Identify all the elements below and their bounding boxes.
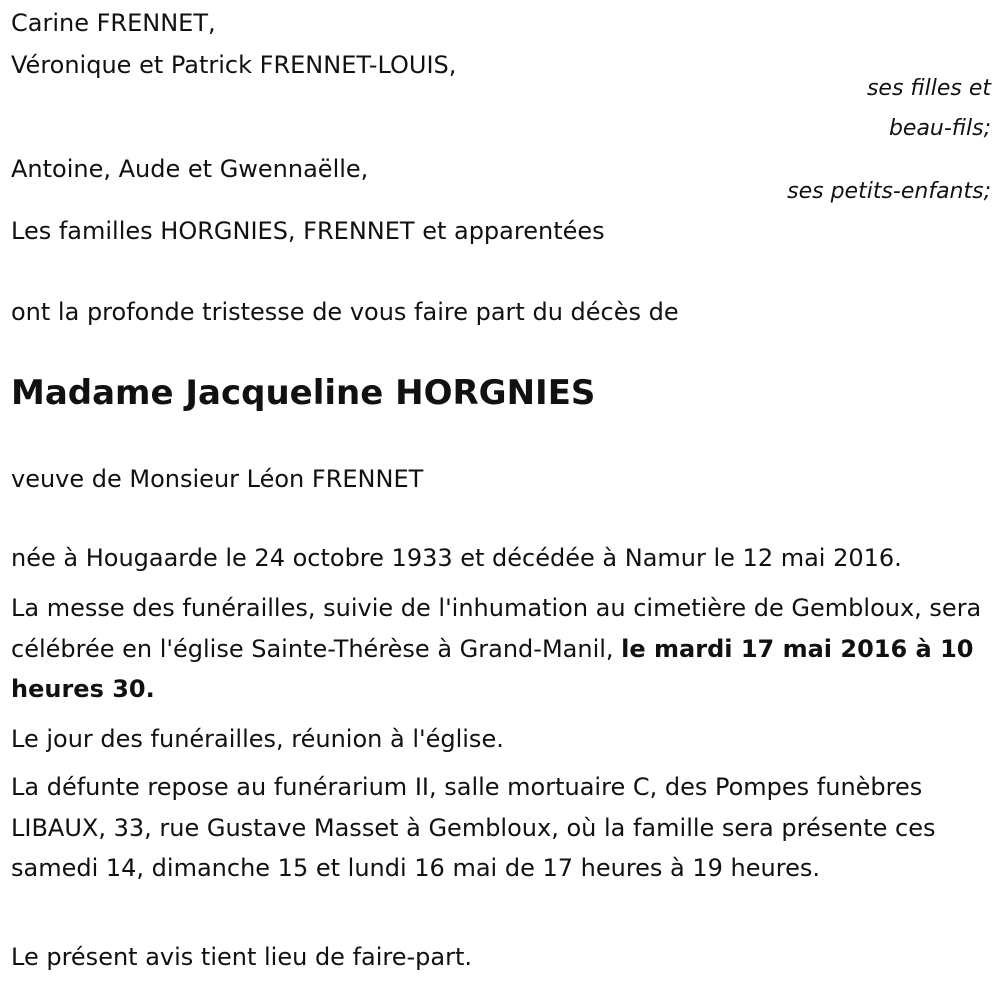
funeral-text: La messe des funérailles, suivie de l'inhumation au cimetière de Gembloux, sera célébrée en l'église Sainte-Thérèse à Grand-Manil, [11,594,982,663]
closing-text: Le présent avis tient lieu de faire-part. [11,943,473,971]
relationship-grandchildren: ses petits-enfants; [787,179,991,204]
birth-death-text: née à Hougaarde le 24 octobre 1933 et décédée à Namur le 12 mai 2016. [11,544,902,572]
deceased-name: Madame Jacqueline HORGNIES [11,373,596,413]
relationship-daughters-line-2: beau-fils; [888,116,991,141]
announcement-text: ont la profonde tristesse de vous faire part du décès de [11,298,679,326]
funeral-date: le mardi 17 mai 2016 à 10 heures 30. [11,634,974,703]
family-relatives: Les familles HORGNIES, FRENNET et apparentées [11,217,605,245]
obituary-notice [11,0,991,992]
family-grandchildren: Antoine, Aude et Gwennaëlle, [11,155,369,183]
funeral-paragraph [11,588,986,710]
widow-of-text: veuve de Monsieur Léon FRENNET [11,465,424,493]
family-member-daughter-1: Carine FRENNET, [11,9,216,37]
family-member-daughter-2: Véronique et Patrick FRENNET-LOUIS, [11,51,457,79]
meeting-text: Le jour des funérailles, réunion à l'église. [11,725,504,753]
rest-place-paragraph: La défunte repose au funérarium II, salle mortuaire C, des Pompes funèbres LIBAUX, 33, rue Gustave Masset à Gembloux, où la famille sera présente ces samedi 14, dimanche 15 et lundi 16 mai de 17 heures à 19 heures. [11,773,936,882]
relationship-daughters-line-1: ses filles et [866,76,991,101]
